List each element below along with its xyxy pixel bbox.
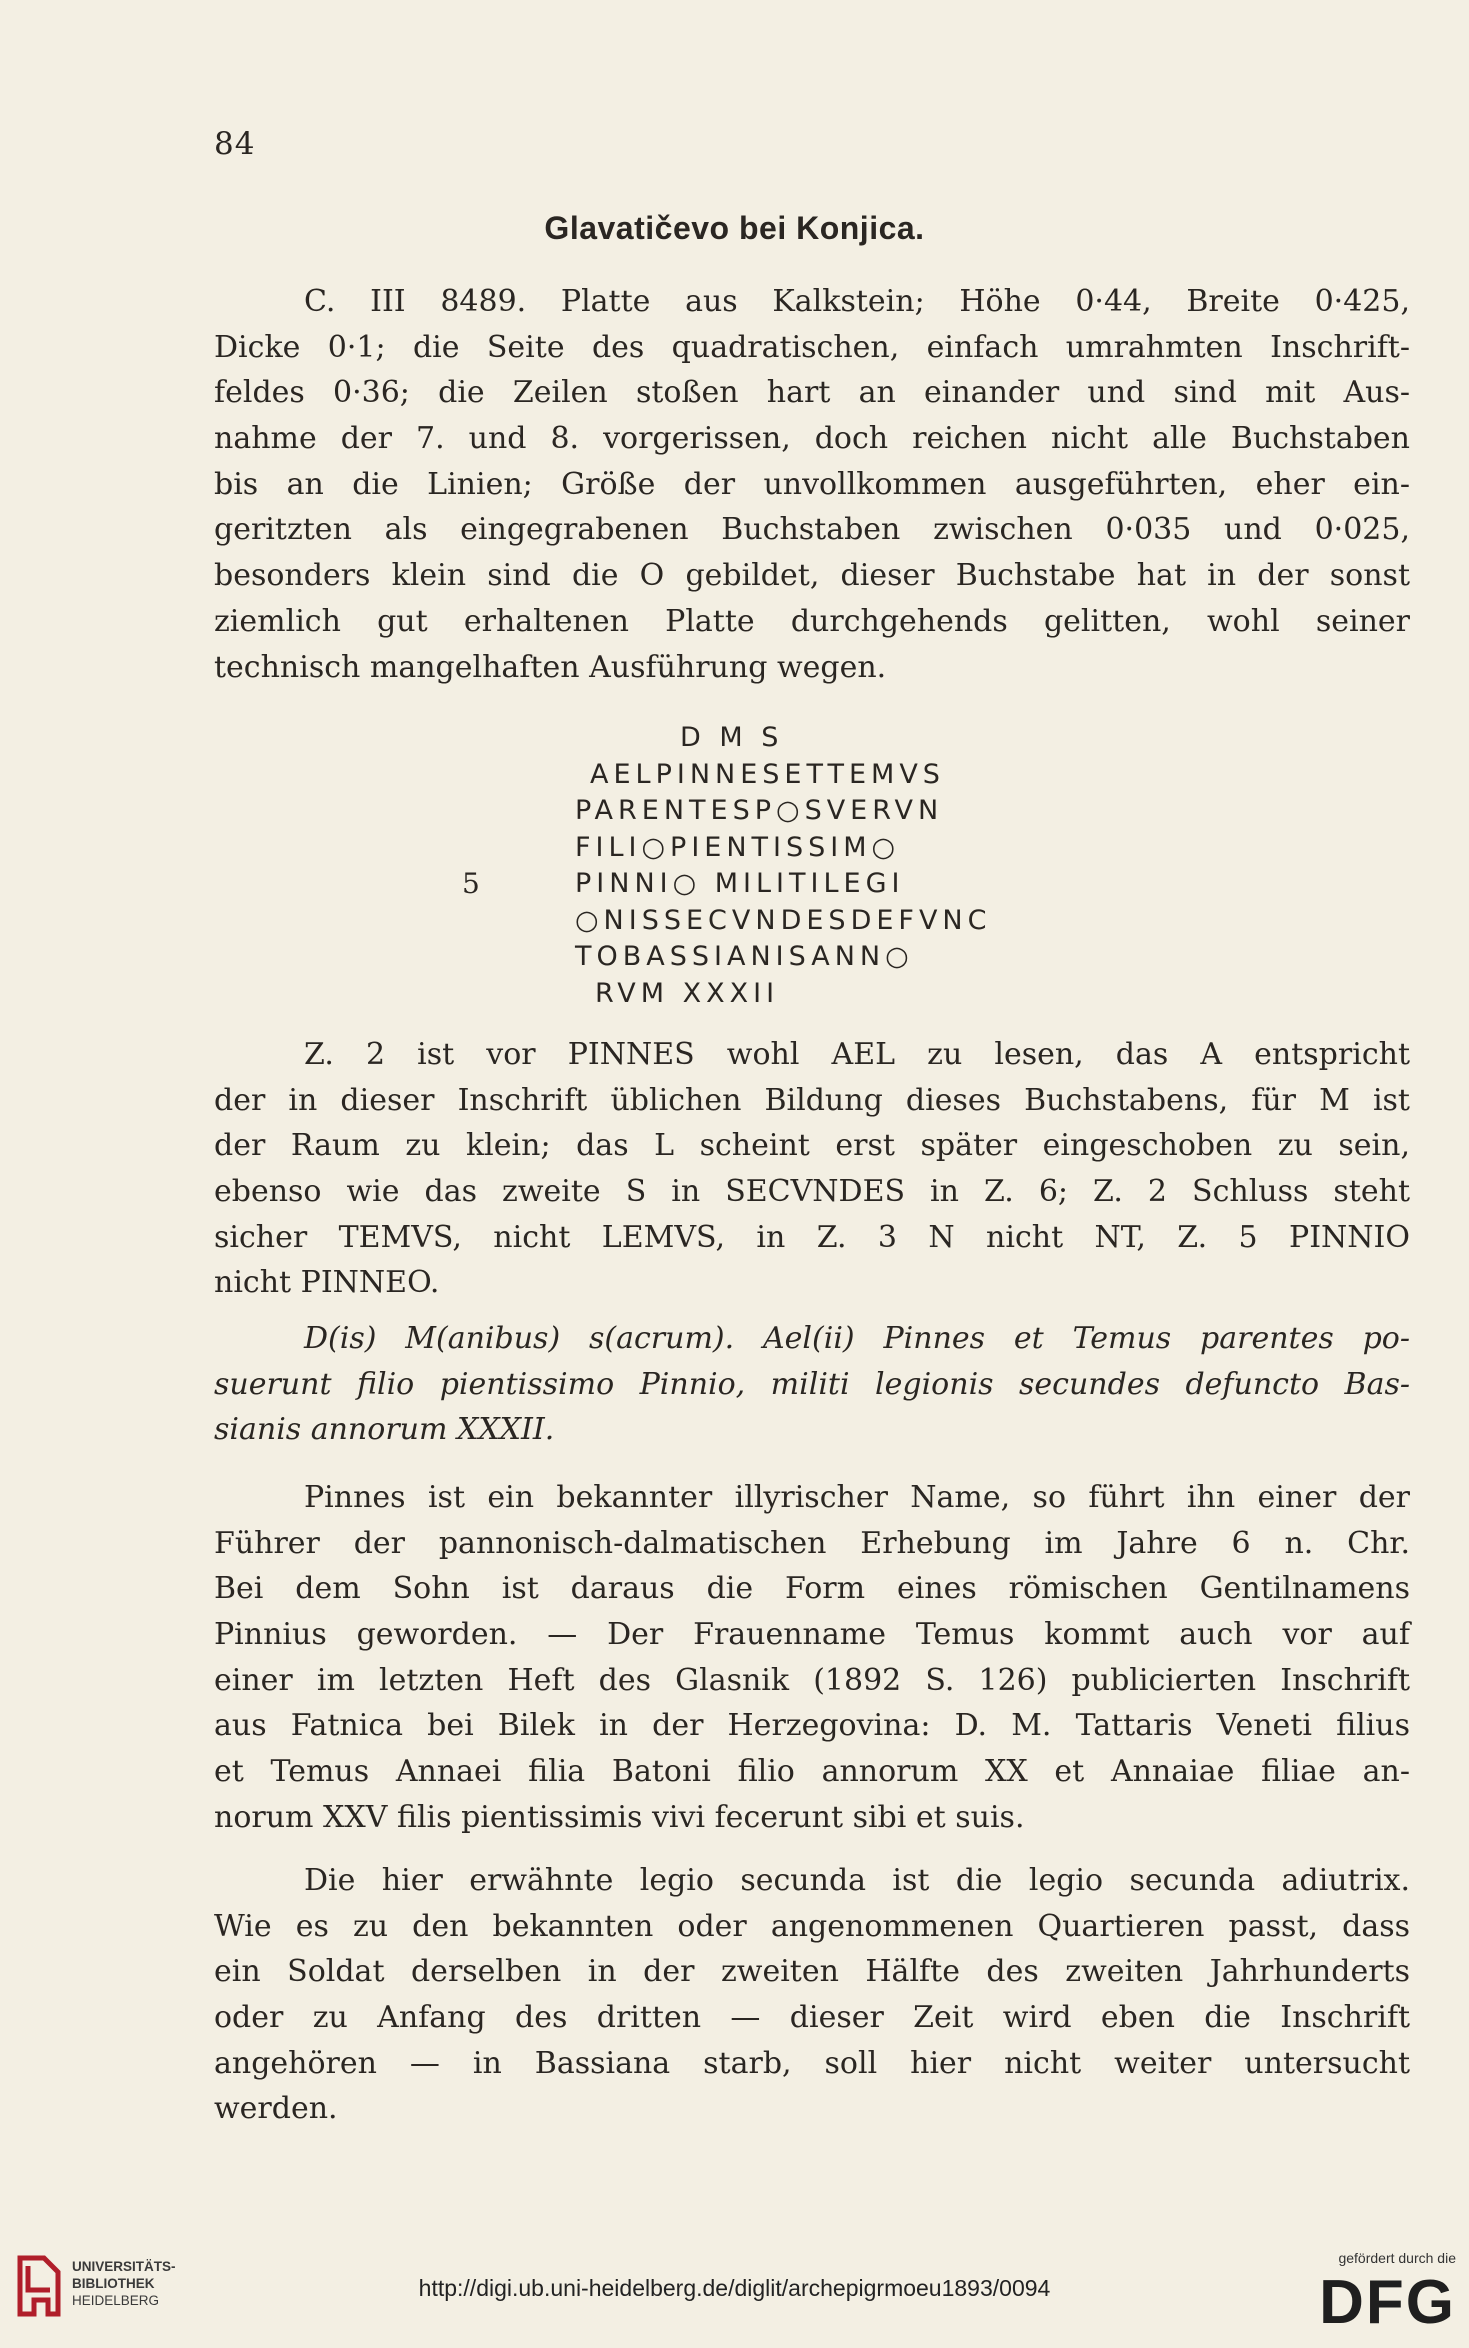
text-line: einer im letzten Heft des Glasnik (1892 S. 126) publicierten Inschrift [214, 1662, 1410, 1698]
text-line: Pinnes ist ein bekannter illyrischer Name, so führt ihn einer der [304, 1480, 1410, 1515]
paragraph-reading [214, 1316, 1410, 1453]
inscription-line: TOBASSIANISANN○ [575, 941, 914, 972]
library-name-line: UNIVERSITÄTS- [72, 2259, 176, 2274]
inscription-line: RVM XXXII [595, 977, 780, 1009]
text-line: nicht PINNEO. [214, 1265, 440, 1301]
text-line: oder zu Anfang des dritten — dieser Zeit wird eben die Inschrift [214, 2000, 1410, 2036]
text-line: aus Fatnica bei Bilek in der Herzegovina: D. M. Tattaris Veneti filius [214, 1708, 1410, 1744]
dfg-wordmark: DFG [1319, 2268, 1456, 2337]
text-line: besonders klein sind die O gebildet, dieser Buchstabe hat in der sonst [214, 558, 1410, 594]
text-line: Bei dem Sohn ist daraus die Form eines römischen Gentilnamens [214, 1571, 1410, 1607]
paragraph-commentary [214, 1032, 1410, 1306]
library-name-line: HEIDELBERG [72, 2293, 160, 2308]
text-line: C. III 8489. Platte aus Kalkstein; Höhe 0·44, Breite 0·425, [304, 284, 1410, 319]
dfg-logo[interactable] [1306, 2250, 1456, 2340]
text-line: nahme der 7. und 8. vorgerissen, doch reichen nicht alle Buchstaben [214, 421, 1410, 457]
section-title: Glavatičevo bei Konjica. [544, 210, 925, 246]
text-line: bis an die Linien; Größe der unvollkommen ausgeführten, eher ein- [214, 466, 1410, 502]
text-line: werden. [214, 2091, 338, 2127]
text-line: suerunt filio pientissimo Pinnio, militi legionis secundes defuncto Bas- [214, 1366, 1410, 1402]
paragraph-discussion [214, 1475, 1410, 1841]
inscription-line [462, 866, 1040, 903]
text-line: Pinnius geworden. — Der Frauenname Temus kommt auch vor auf [214, 1617, 1410, 1653]
text-line: ein Soldat derselben in der zweiten Hälfte des zweiten Jahrhunderts [214, 1954, 1410, 1990]
text-line: sicher TEMVS, nicht LEMVS, in Z. 3 N nicht NT, Z. 5 PINNIO [214, 1219, 1410, 1255]
text-line: feldes 0·36; die Zeilen stoßen hart an einander und sind mit Aus- [214, 375, 1410, 411]
inscription-line: AELPINNESETTEMVS [590, 758, 945, 790]
text-line: Dicke 0·1; die Seite des quadratischen, einfach umrahmten Inschrift- [214, 329, 1410, 365]
text-line: Wie es zu den bekannten oder angenommenen Quartieren passt, dass [214, 1908, 1410, 1944]
inscription-line: ○NISSECVNDESDEFVNC [575, 904, 992, 936]
text-line: Führer der pannonisch-dalmatischen Erhebung im Jahre 6 n. Chr. [214, 1525, 1410, 1561]
inscription-line: D M S [680, 722, 784, 753]
line-number: 5 [462, 867, 480, 900]
inscription-line: PARENTESP○SVERVN [575, 795, 944, 826]
text-line: ziemlich gut erhaltenen Platte durchgehends gelitten, wohl seiner [214, 603, 1410, 639]
inscription-line-text: PINNI○ MILITILEGI [575, 868, 905, 899]
text-line: geritzten als eingegrabenen Buchstaben zwischen 0·035 und 0·025, [214, 512, 1410, 548]
text-line: Die hier erwähnte legio secunda ist die legio secunda adiutrix. [304, 1863, 1410, 1898]
text-line: norum XXV filis pientissimis vivi fecerunt sibi et suis. [214, 1799, 1025, 1835]
text-line: sianis annorum XXXII. [214, 1412, 555, 1448]
text-line: Z. 2 ist vor PINNES wohl AEL zu lesen, das A entspricht [304, 1037, 1410, 1072]
permalink-url[interactable]: http://digi.ub.uni-heidelberg.de/diglit/archepigrmoeu1893/0094 [418, 2275, 1051, 2301]
text-line: ebenso wie das zweite S in SECVNDES in Z. 6; Z. 2 Schluss steht [214, 1174, 1410, 1210]
inscription-transcription [462, 720, 1040, 1012]
library-name-line: BIBLIOTHEK [72, 2276, 155, 2291]
text-line: et Temus Annaei filia Batoni filio annorum XX et Annaiae filiae an- [214, 1754, 1410, 1790]
text-line: angehören — in Bassiana starb, soll hier nicht weiter untersucht [214, 2045, 1410, 2081]
paragraph-description [214, 279, 1410, 690]
text-line: D(is) M(anibus) s(acrum). Ael(ii) Pinnes et Temus parentes po- [304, 1321, 1410, 1356]
text-line: der in dieser Inschrift üblichen Bildung dieses Buchstabens, für M ist [214, 1082, 1410, 1118]
inscription-line: FILI○PIENTISSIM○ [575, 831, 901, 863]
page-number: 84 [214, 126, 256, 162]
text-line: technisch mangelhaften Ausführung wegen. [214, 649, 887, 685]
funded-by-label: gefördert durch die [1338, 2250, 1456, 2266]
paragraph-conclusion [214, 1858, 1410, 2132]
text-line: der Raum zu klein; das L scheint erst später eingeschoben zu sein, [214, 1128, 1410, 1164]
